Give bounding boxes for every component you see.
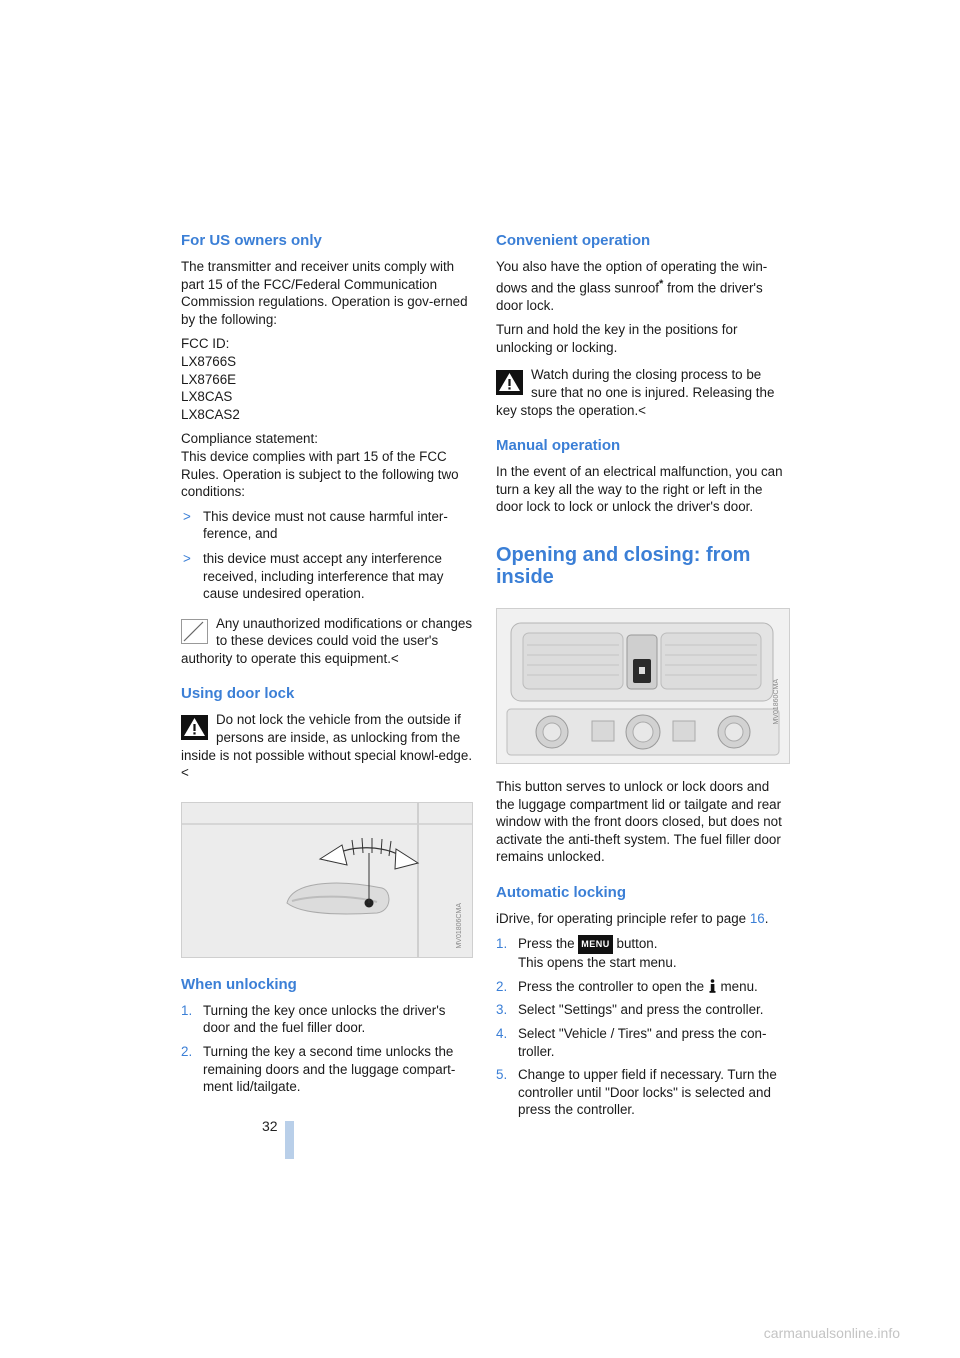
- step-text-b: menu.: [716, 978, 758, 994]
- list-item: [496, 1066, 788, 1119]
- inside-heading: Opening and closing: from inside: [496, 544, 751, 588]
- image-code: MV01806CMA: [456, 902, 464, 949]
- warning-block: [496, 366, 788, 419]
- step-text: Select "Vehicle / Tires" and press the con-troller.: [518, 1025, 767, 1059]
- chapter-side-title: [100, 231, 160, 651]
- bullet-text: This device must not cause harmful inter-ference, and: [203, 508, 448, 542]
- us-owners-intro: The transmitter and receiver units comply with part 15 of the FCC/Federal Communication Commission regulations. Operation is gov-erned by the following:: [181, 259, 468, 327]
- step-text: Select "Settings" and press the controller.: [518, 1002, 764, 1018]
- manual-heading: Manual operation: [496, 437, 621, 455]
- step-number: 2.: [181, 1044, 193, 1060]
- step-subtext: This opens the start menu.: [518, 955, 677, 971]
- step-number: 1.: [181, 1002, 193, 1018]
- fcc-id-list: [181, 335, 473, 423]
- warning-icon: [181, 715, 208, 740]
- step-number: 4.: [496, 1025, 508, 1041]
- convenient-heading: Convenient operation: [496, 232, 651, 249]
- left-column: [181, 228, 473, 1102]
- inside-text: This button serves to unlock or lock doors and the luggage compartment lid or tailgate and rear window with the front doors closed, but does not activate the anti-theft system. The fuel filler door remains unlocked.: [496, 779, 782, 865]
- bullet-mark: >: [183, 508, 191, 524]
- note-icon: [181, 619, 208, 644]
- us-owners-heading: For US owners only: [181, 232, 322, 249]
- fcc-id-line: LX8766E: [181, 371, 237, 387]
- list-item: [181, 508, 473, 543]
- step-number: 5.: [496, 1067, 508, 1083]
- page-number: 32: [262, 1118, 278, 1134]
- auto-lock-intro: [496, 910, 788, 928]
- step-text-b: button.: [612, 935, 658, 951]
- page-reference-link[interactable]: 16: [749, 910, 765, 926]
- door-handle-drawing: [182, 803, 472, 957]
- step-number: 2.: [496, 978, 508, 994]
- info-icon: [708, 979, 717, 993]
- convenient-paragraph: [496, 258, 788, 314]
- step-text: Turning the key once unlocks the driver's door and the fuel filler door.: [203, 1002, 446, 1036]
- warning-block: [181, 711, 473, 781]
- auto-lock-heading: Automatic locking: [496, 883, 627, 901]
- warning-text: Watch during the closing process to be sure that no one is injured. Releasing the key stops the operation.<: [496, 367, 775, 418]
- when-unlocking-heading: When unlocking: [181, 975, 297, 993]
- manual-text: In the event of an electrical malfunction, you can turn a key all the way to the right or left in the door lock to lock or unlock the driver's door.: [496, 464, 783, 515]
- compliance-text: This device complies with part 15 of the FCC Rules. Operation is subject to the following two conditions:: [181, 448, 459, 500]
- list-item: [181, 1002, 473, 1037]
- auto-lock-intro-text: iDrive, for operating principle refer to page: [496, 910, 750, 926]
- auto-lock-intro-end: .: [764, 910, 769, 926]
- image-code: MV01860CMA: [773, 679, 781, 725]
- compliance-heading: Compliance statement:: [181, 431, 318, 447]
- door-handle-illustration: [181, 802, 473, 958]
- note-block: [181, 615, 473, 668]
- door-lock-heading: Using door lock: [181, 685, 295, 703]
- bullet-mark: >: [183, 550, 191, 566]
- warning-text: Do not lock the vehicle from the outside if persons are inside, as unlocking from the inside is not possible without special knowl-edge.<: [181, 712, 473, 781]
- list-item: [181, 550, 473, 603]
- right-column: [496, 228, 788, 1125]
- fcc-id-line: FCC ID:: [181, 336, 230, 352]
- fcc-id-line: LX8CAS2: [181, 406, 240, 422]
- list-item: [496, 978, 788, 996]
- center-console-drawing: [497, 609, 789, 763]
- center-console-illustration: [496, 608, 790, 764]
- list-item: [496, 1001, 788, 1019]
- optional-star: *: [659, 277, 664, 290]
- step-number: 1.: [496, 935, 508, 951]
- watermark: carmanualsonline.info: [763, 1325, 900, 1341]
- convenient-text-a: You also have the option of operating the win-dows and the glass sunroof: [496, 259, 768, 296]
- step-text-a: Press the controller to open the: [518, 978, 708, 994]
- menu-key-icon: MENU: [578, 935, 613, 955]
- step-text: Change to upper field if necessary. Turn the controller until "Door locks" is selected and press the controller.: [518, 1067, 777, 1118]
- warning-icon: [496, 370, 523, 395]
- bullet-text: this device must accept any interference received, including interference that may cause undesired operation.: [203, 550, 444, 602]
- note-text: Any unauthorized modifications or changes to these devices could void the user's authority to operate this equipment.<: [181, 615, 473, 666]
- fcc-id-line: LX8CAS: [181, 389, 233, 405]
- step-text-a: Press the: [518, 935, 579, 951]
- list-item: [496, 935, 788, 972]
- page-marker-bar: [285, 1121, 294, 1159]
- convenient-paragraph-2: Turn and hold the key in the positions for unlocking or locking.: [496, 322, 738, 355]
- list-item: [496, 1025, 788, 1060]
- step-number: 3.: [496, 1002, 508, 1018]
- convenient-text-b: from the driver's door lock.: [496, 280, 763, 313]
- fcc-id-line: LX8766S: [181, 353, 237, 369]
- step-text: Turning the key a second time unlocks the remaining doors and the luggage compart-ment lid/tailgate.: [203, 1044, 456, 1095]
- compliance-statement: [181, 430, 473, 500]
- list-item: [181, 1043, 473, 1096]
